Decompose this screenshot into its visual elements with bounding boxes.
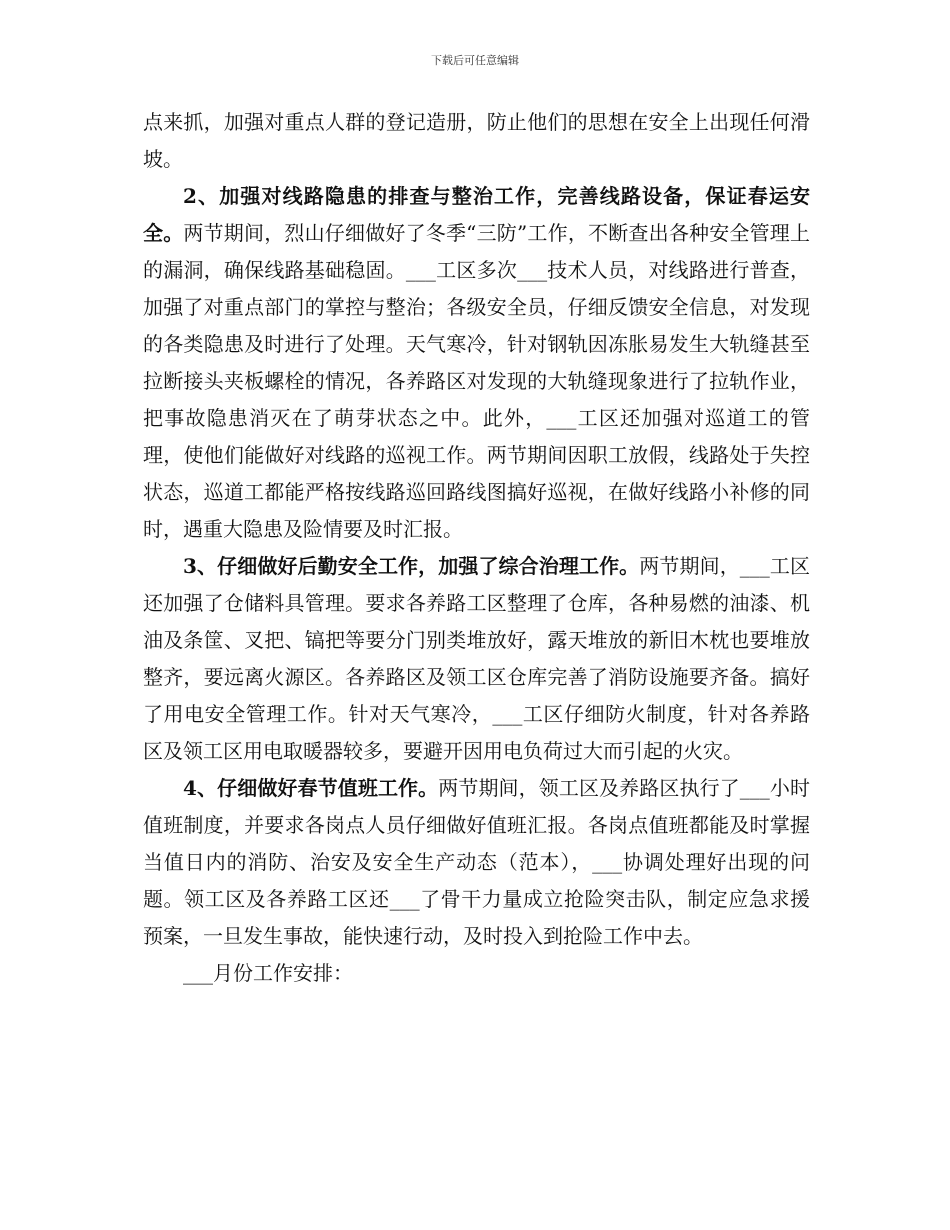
- paragraph-item-3: [143, 548, 810, 770]
- paragraph-heading: 3、仔细做好后勤安全工作，加强了综合治理工作。: [183, 554, 640, 578]
- paragraph-body: 点来抓，加强对重点人群的登记造册，防止他们的思想在安全上出现任何滑坡。: [143, 110, 810, 171]
- paragraph-body: ___月份工作安排：: [183, 961, 353, 985]
- paragraph-heading: 4、仔细做好春节值班工作。: [183, 776, 439, 800]
- document-body: [143, 104, 810, 992]
- paragraph-body: 两节期间，烈山仔细做好了冬季“三防”工作，不断查出各种安全管理上的漏洞，确保线路基础稳固。___工区多次___技术人员，对线路进行普查，加强了对重点部门的掌控与整治；各级安全员，仔细反馈安全信息，对发现的各类隐患及时进行了处理。天气寒冷，针对钢轨因冻胀易发生大轨缝甚至拉断接头夹板螺栓的情况，各养路区对发现的大轨缝现象进行了拉轨作业，把事故隐患消灭在了萌芽状态之中。此外，___工区还加强对巡道工的管理，使他们能做好对线路的巡视工作。两节期间因职工放假，线路处于失控状态，巡道工都能严格按线路巡回路线图搞好巡视，在做好线路小补修的同时，遇重大隐患及险情要及时汇报。: [143, 221, 811, 541]
- paragraph-continuation: [143, 104, 810, 178]
- paragraph-body: 两节期间，领工区及养路区执行了___小时值班制度，并要求各岗点人员仔细做好值班汇报。各岗点值班都能及时掌握当值日内的消防、治安及安全生产动态（范本），___协调处理好出现的问题。领工区及各养路工区还___了骨干力量成立抢险突击队，制定应急求援预案，一旦发生事故，能快速行动，及时投入到抢险工作中去。: [143, 776, 810, 948]
- paragraph-body: 两节期间，___工区还加强了仓储料具管理。要求各养路工区整理了仓库，各种易燃的油漆、机油及条筐、叉把、镐把等要分门别类堆放好，露天堆放的新旧木枕也要堆放整齐，要远离火源区。各养路区及领工区仓库完善了消防设施要齐备。搞好了用电安全管理工作。针对天气寒冷，___工区仔细防火制度，针对各养路区及领工区用电取暖器较多，要避开因用电负荷过大而引起的火灾。: [143, 554, 810, 763]
- paragraph-schedule: [143, 955, 810, 992]
- page-header: 下载后可任意编辑: [431, 54, 519, 67]
- paragraph-heading: 2、加强对线路隐患的排查与整治工作，完善线路设备，保证春运安全。: [143, 184, 810, 245]
- paragraph-item-2: [143, 178, 810, 548]
- paragraph-item-4: [143, 770, 810, 955]
